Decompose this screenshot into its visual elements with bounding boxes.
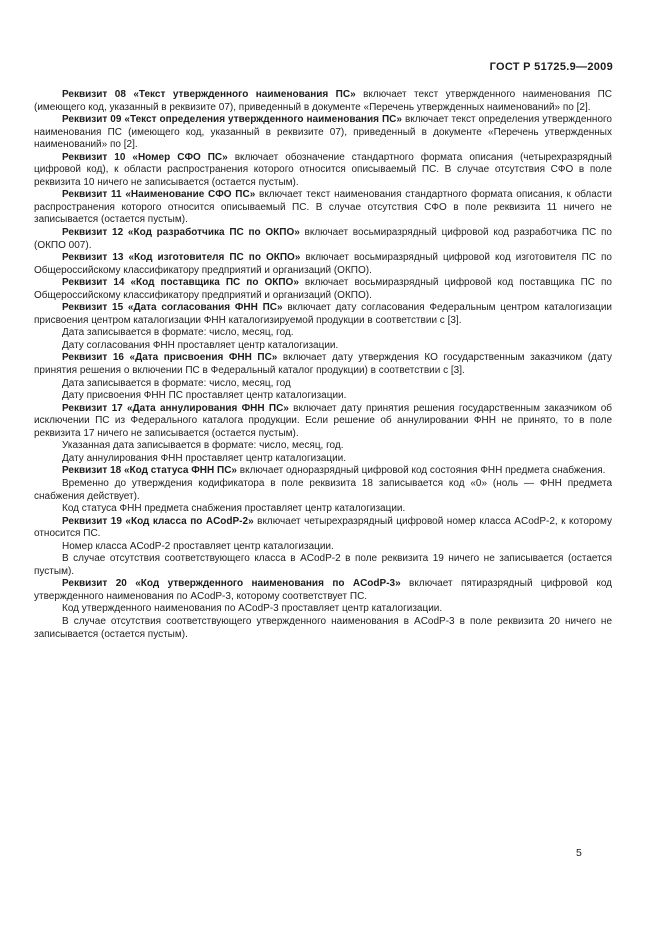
paragraph	[34, 465, 612, 478]
paragraph	[34, 541, 612, 554]
paragraph	[34, 390, 612, 403]
paragraph-text: Дату присвоения ФНН ПС проставляет центр каталогизации.	[62, 390, 347, 402]
paragraph	[34, 553, 612, 578]
paragraph-bold-lead: Реквизит 13 «Код изготовителя ПС по ОКПО»	[62, 252, 301, 264]
paragraph-bold-lead: Реквизит 14 «Код поставщика ПС по ОКПО»	[62, 277, 299, 289]
paragraph-text: В случае отсутствия соответствующего утвержденного наименования в ACodP-3 в поле реквизита 20 ничего не записывается (остается пустым).	[34, 615, 612, 640]
paragraph-text: включает обозначение стандартного формата описания (четырехразрядный цифровой код), к области распространения которого относится описываемый ПС. В случае отсутствия СФО в поле реквизита 10 ничего не записывается (остается пустым).	[34, 151, 612, 188]
paragraph	[34, 152, 612, 190]
paragraph-text: включает одноразрядный цифровой код состояния ФНН предмета снабжения.	[236, 465, 606, 477]
paragraph	[34, 616, 612, 641]
paragraph-text: включает четырехразрядный цифровой номер класса ACodP-2, к которому относится ПС.	[34, 515, 612, 540]
paragraph-bold-lead: Реквизит 20 «Код утвержденного наименования по ACodP-3»	[62, 578, 401, 590]
paragraph	[34, 114, 612, 152]
paragraph	[34, 516, 612, 541]
paragraph-text: Код утвержденного наименования по ACodP-3 проставляет центр каталогизации.	[62, 603, 443, 615]
paragraph-bold-lead: Реквизит 19 «Код класса по ACodP-2»	[62, 515, 254, 527]
paragraph-bold-lead: Реквизит 11 «Наименование СФО ПС»	[62, 189, 256, 201]
paragraph	[34, 352, 612, 377]
paragraph-bold-lead: Реквизит 15 «Дата согласования ФНН ПС»	[62, 302, 283, 314]
paragraph-text: включает дату согласования Федеральным центром каталогизации присвоения центром каталогизации ФНН каталогизируемой продукции в соответствии с [3].	[34, 302, 612, 326]
paragraph	[34, 89, 612, 114]
paragraph	[34, 302, 612, 327]
paragraph	[34, 340, 612, 353]
paragraph	[34, 578, 612, 603]
paragraph-text: включает восьмиразрядный цифровой код поставщика ПС по Общероссийскому классификатору предприятий и организаций (ОКПО).	[34, 277, 612, 301]
paragraph	[34, 227, 612, 252]
paragraph-bold-lead: Реквизит 10 «Номер СФО ПС»	[62, 151, 228, 163]
paragraph	[34, 503, 612, 516]
paragraph	[34, 403, 612, 441]
paragraph-bold-lead: Реквизит 08 «Текст утвержденного наименования ПС»	[62, 89, 356, 100]
paragraph-text: включает пятиразрядный цифровой код утвержденного наименования по ACodP-3, которому соответствует ПС.	[34, 578, 613, 602]
paragraph-text: Дату аннулирования ФНН проставляет центр каталогизации.	[62, 452, 347, 464]
paragraph-text: В случае отсутствия соответствующего класса в ACodP-2 в поле реквизита 19 ничего не записывается (остается пустым).	[34, 553, 612, 577]
document-header-standard-number: ГОСТ Р 51725.9—2009	[489, 61, 613, 73]
paragraph-text: включает восьмиразрядный цифровой код изготовителя ПС по Общероссийскому классификатору предприятий и организаций (ОКПО).	[34, 252, 612, 276]
paragraph	[34, 603, 612, 616]
paragraph	[34, 378, 612, 391]
paragraph	[34, 327, 612, 340]
page-number: 5	[576, 847, 582, 859]
paragraph-bold-lead: Реквизит 12 «Код разработчика ПС по ОКПО»	[62, 227, 300, 239]
paragraph-text: Код статуса ФНН предмета снабжения проставляет центр каталогизации.	[62, 503, 406, 515]
paragraph-text: включает дату принятия решения государственным заказчиком об исключении ПС из Федерального каталога продукции. Если решение об аннулировании ФНН не принято, то в поле реквизита 17 ничего не записывается (остается пустым).	[34, 402, 612, 439]
paragraph-text: включает текст определения утвержденного наименования ПС (имеющего код, указанный в реквизите 07), приведенный в документе «Перечень утвержденных наименований» по [2].	[34, 114, 612, 151]
paragraph-bold-lead: Реквизит 09 «Текст определения утвержденного наименования ПС»	[62, 114, 402, 126]
paragraph-text: включает восьмиразрядный цифровой код разработчика ПС по (ОКПО 007).	[34, 227, 612, 251]
paragraph-text: Дата записывается в формате: число, месяц, год	[62, 377, 291, 389]
paragraph-text: включает текст наименования стандартного формата описания, к области распространения которого относится описываемый ПС. В случае отсутствия СФО в поле реквизита 11 ничего не записывается (остается пустым).	[34, 189, 612, 226]
paragraph-text: Дата записывается в формате: число, месяц, год.	[62, 327, 294, 339]
paragraph	[34, 453, 612, 466]
paragraph	[34, 478, 612, 503]
paragraph	[34, 440, 612, 453]
paragraph-text: включает дату утверждения КО государственным заказчиком (дату принятия решения о включении ПС в Федеральный каталог продукции) в соответствии с [3].	[34, 352, 612, 377]
paragraph-text: включает текст утвержденного наименования ПС (имеющего код, указанный в реквизите 07), приведенный в документе «Перечень утвержденных наименований» по [2].	[34, 89, 612, 113]
paragraph	[34, 189, 612, 227]
paragraph	[34, 252, 612, 277]
paragraph-text: Дату согласования ФНН проставляет центр каталогизации.	[62, 339, 339, 351]
paragraph-bold-lead: Реквизит 16 «Дата присвоения ФНН ПС»	[62, 352, 278, 364]
paragraph-bold-lead: Реквизит 17 «Дата аннулирования ФНН ПС»	[62, 402, 289, 414]
paragraph-text: Номер класса ACodP-2 проставляет центр каталогизации.	[62, 540, 334, 552]
paragraph-bold-lead: Реквизит 18 «Код статуса ФНН ПС»	[62, 465, 237, 477]
paragraph-text: Указанная дата записывается в формате: число, месяц, год.	[62, 440, 344, 452]
paragraph-text: Временно до утверждения кодификатора в поле реквизита 18 записывается код «0» (ноль — ФНН предмета снабжения действует).	[34, 477, 612, 502]
document-body	[34, 89, 612, 641]
paragraph	[34, 277, 612, 302]
